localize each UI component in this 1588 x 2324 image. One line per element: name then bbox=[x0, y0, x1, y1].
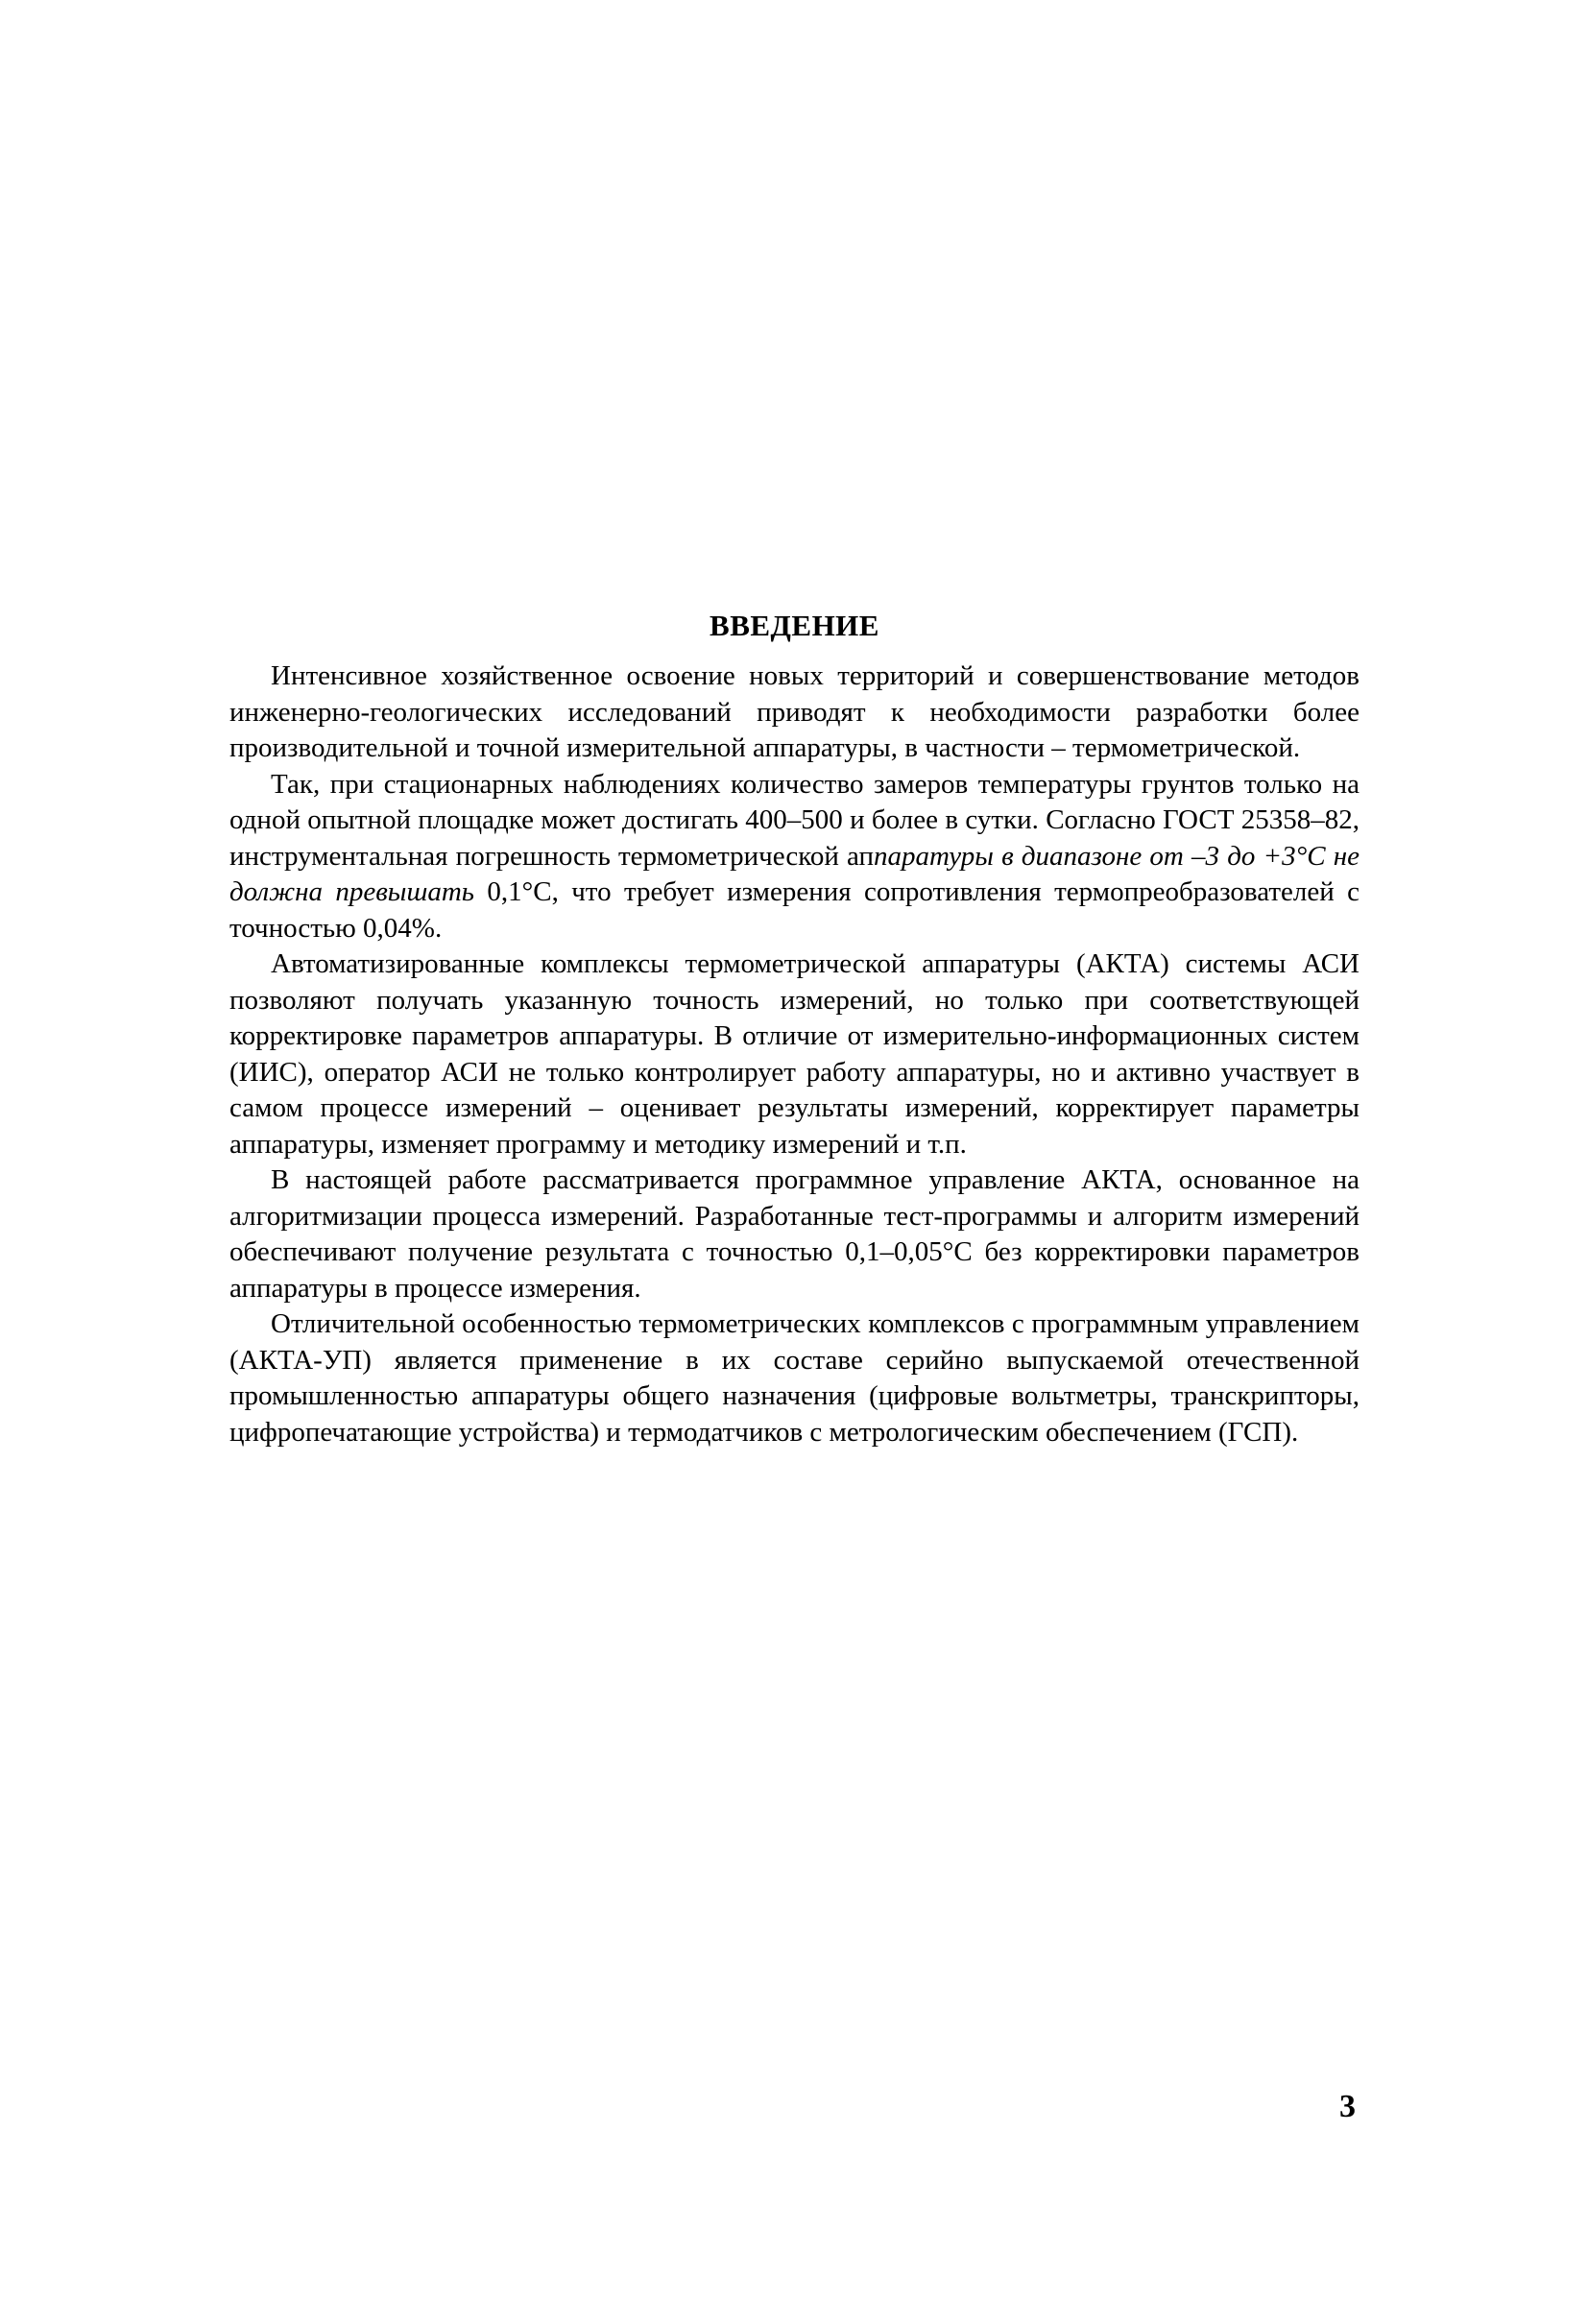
paragraph-2-text-end: 0,1°С, что требует измерения сопротивления термопреобразователей с точностью 0,04%. bbox=[229, 876, 1359, 944]
page-content bbox=[229, 605, 1359, 1450]
page-number: 3 bbox=[1339, 2089, 1356, 2124]
paragraph-1: Интенсивное хозяйственное освоение новых территорий и совершенствование методов инженерно-геологических исследований приводят к необходимости разработки более производительной и точной измерительной аппаратуры, в частности – термометрической. bbox=[229, 660, 1359, 763]
paragraph-2 bbox=[229, 767, 1359, 947]
paragraph-4: В настоящей работе рассматривается программное управление АКТА, основанное на алгоритмизации процесса измерений. Разработанные тест-программы и алгоритм измерений обеспечивают получение результата с точностью 0,1–0,05°С без корректировки параметров аппаратуры в процессе измерения. bbox=[229, 1164, 1359, 1304]
paragraph-2-italic-text: паратуры в диапазоне от –3 до +3°С не должна превышать bbox=[229, 840, 1359, 907]
section-heading: ВВЕДЕНИЕ bbox=[710, 609, 879, 642]
paragraph-2-text-start: Так, при стационарных наблюдениях количество замеров температуры грунтов только на одной опытной площадке может достигать 400–500 и более в сутки. Согласно ГОСТ 25358–82, инструментальная погрешность термометрической ап bbox=[229, 768, 1359, 872]
paragraph-3: Автоматизированные комплексы термометрической аппаратуры (АКТА) системы АСИ позволяют получать указанную точность измерений, но только при соответствующей корректировке параметров аппаратуры. В отличие от измерительно-информационных систем (ИИС), оператор АСИ не только контролирует работу аппаратуры, но и активно участвует в самом процессе измерений – оценивает результаты измерений, корректирует параметры аппаратуры, изменяет программу и методику измерений и т.п. bbox=[229, 948, 1359, 1160]
paragraph-5: Отличительной особенностью термометрических комплексов с программным управлением (АКТА-УП) является применение в их составе серийно выпускаемой отечественной промышленностью аппаратуры общего назначения (цифровые вольтметры, транскрипторы, цифропечатающие устройства) и термодатчиков с метрологическим обеспечением (ГСП). bbox=[229, 1308, 1359, 1448]
